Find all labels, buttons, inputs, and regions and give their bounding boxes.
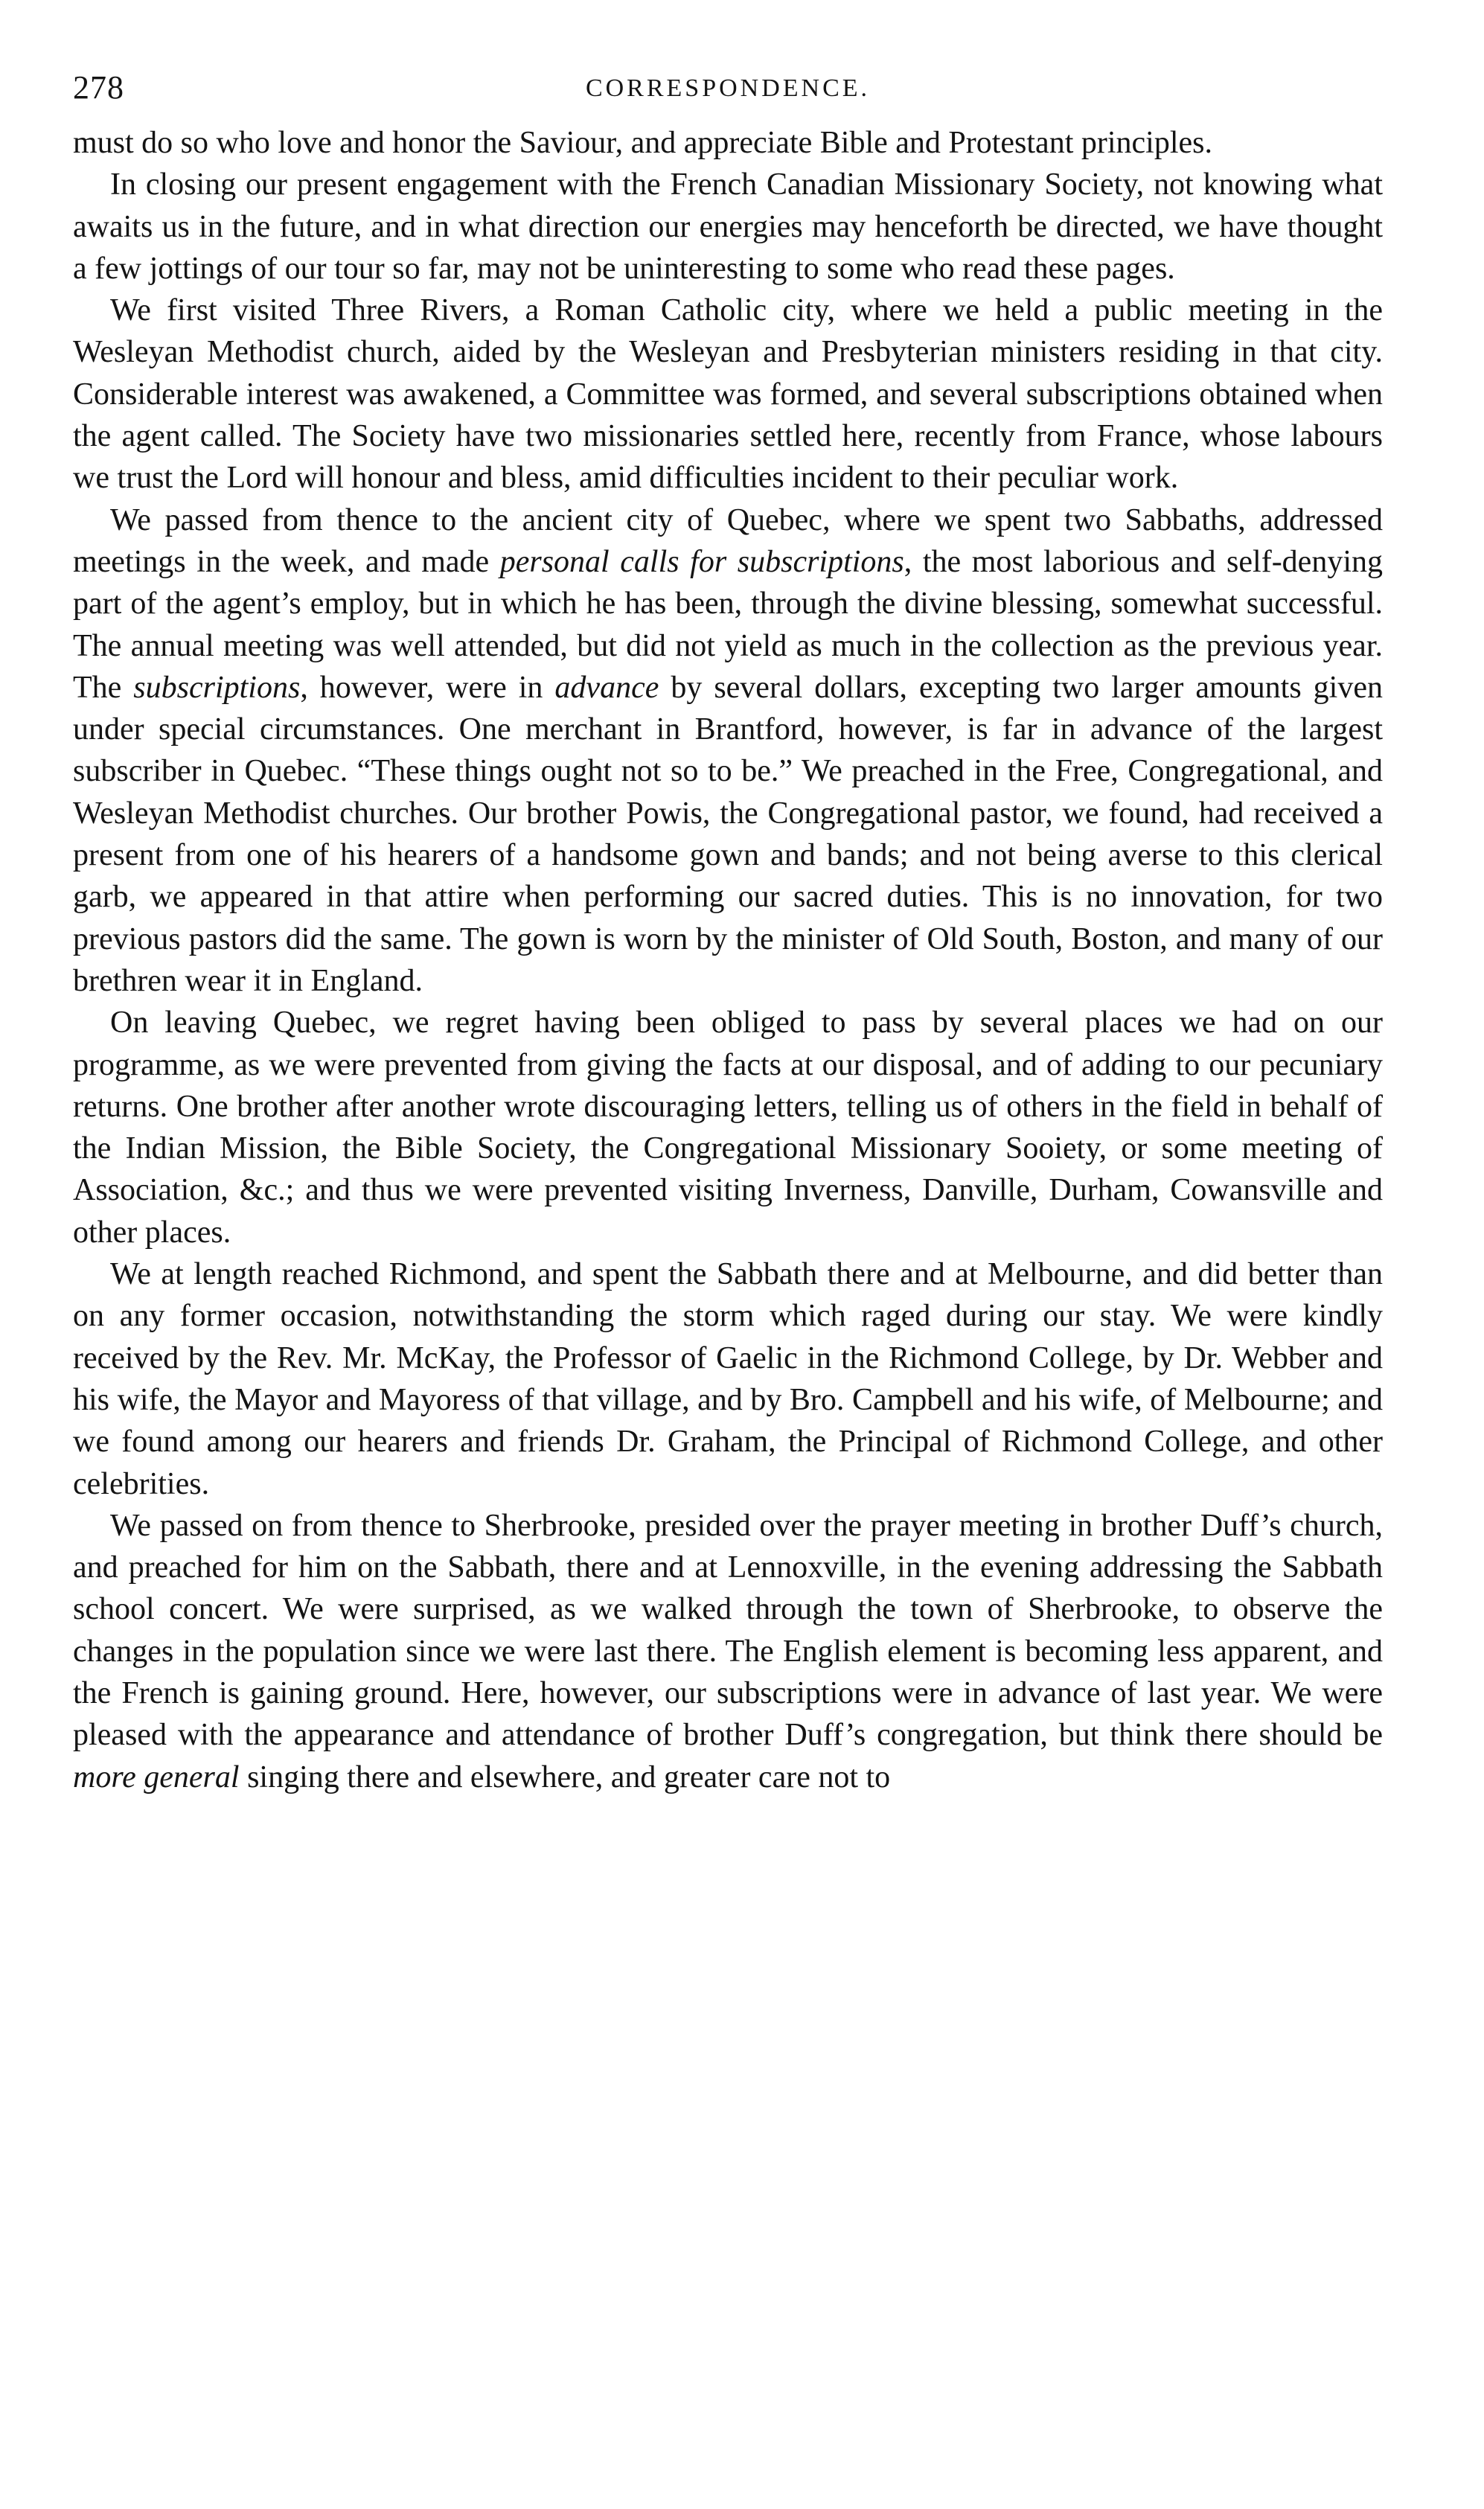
italic-text: personal calls for subscriptions: [499, 544, 904, 579]
italic-text: more general: [73, 1760, 240, 1794]
body-text: [73, 122, 1383, 1798]
text-run: We passed from thence to the ancient city of Quebec, where we spent two Sabbaths, addressed meetings in the week, and made: [73, 502, 1383, 579]
paragraph: [73, 1253, 1383, 1505]
text-run: , however, were in: [300, 670, 555, 705]
text-run: must do so who love and honor the Saviour, and appreciate Bible and Protestant principles.: [73, 126, 1212, 160]
text-run: , the most laborious and self-denying part of the agent’s employ, but in which he has been, through the divine blessing, somewhat successful. The annual meeting was well attended, but did not yield as much in the collection as the previous year. The: [73, 544, 1383, 705]
paragraph: [73, 122, 1383, 164]
running-title: CORRESPONDENCE.: [585, 74, 871, 102]
book-page: [73, 68, 1383, 1798]
paragraph: [73, 499, 1383, 1003]
text-run: singing there and elsewhere, and greater care not to: [239, 1760, 891, 1794]
paragraph: [73, 290, 1383, 499]
text-run: On leaving Quebec, we regret having been obliged to pass by several places we had on our programme, as we were prevented from giving the facts at our disposal, and of adding to our pecuniary returns. One brother after another wrote discouraging letters, telling us of others in the field in behalf of the Indian Mission, the Bible Society, the Congregational Missionary Sooiety, or some meeting of Association, &c.; and thus we were prevented visiting Inverness, Danville, Durham, Cowansville and other places.: [73, 1006, 1383, 1250]
text-run: In closing our present engagement with the French Canadian Missionary Society, not knowing what awaits us in the future, and in what direction our energies may henceforth be directed, we have thought a few jottings of our tour so far, may not be uninteresting to some who read these pages.: [73, 167, 1383, 286]
italic-text: advance: [554, 670, 659, 705]
paragraph: [73, 1002, 1383, 1253]
paragraph: [73, 164, 1383, 290]
running-head: [73, 68, 1383, 122]
text-run: We passed on from thence to Sherbrooke, presided over the prayer meeting in brother Duff’s church, and preached for him on the Sabbath, there and at Lennoxville, in the evening addressing the Sabbath school concert. We were surprised, as we walked through the town of Sherbrooke, to observe the changes in the population since we were last there. The English element is becoming less apparent, and the French is gaining ground. Here, however, our subscriptions were in advance of last year. We were pleased with the appearance and attendance of brother Duff’s congregation, but think there should be: [73, 1508, 1383, 1753]
text-run: by several dollars, excepting two larger amounts given under special circumstances. One merchant in Brantford, however, is far in advance of the largest subscriber in Quebec. “These things ought not so to be.” We preached in the Free, Congregational, and Wesleyan Methodist churches. Our brother Powis, the Congregational pastor, we found, had received a present from one of his hearers of a handsome gown and bands; and not being averse to this clerical garb, we appeared in that attire when performing our sacred duties. This is no innovation, for two previous pastors did the same. The gown is worn by the minister of Old South, Boston, and many of our brethren wear it in England.: [73, 670, 1383, 998]
paragraph: [73, 1505, 1383, 1798]
text-run: We at length reached Richmond, and spent the Sabbath there and at Melbourne, and did better than on any former occasion, notwithstanding the storm which raged during our stay. We were kindly received by the Rev. Mr. McKay, the Professor of Gaelic in the Richmond College, by Dr. Webber and his wife, the Mayor and Mayoress of that village, and by Bro. Campbell and his wife, of Melbourne; and we found among our hearers and friends Dr. Graham, the Principal of Richmond College, and other celebrities.: [73, 1257, 1383, 1501]
page-number: 278: [73, 69, 124, 106]
text-run: We first visited Three Rivers, a Roman Catholic city, where we held a public meeting in the Wesleyan Methodist church, aided by the Wesleyan and Presbyterian ministers residing in that city. Considerable interest was awakened, a Committee was formed, and several subscriptions obtained when the agent called. The Society have two missionaries settled here, recently from France, whose labours we trust the Lord will honour and bless, amid difficulties incident to their peculiar work.: [73, 293, 1383, 496]
italic-text: subscriptions: [133, 670, 301, 705]
